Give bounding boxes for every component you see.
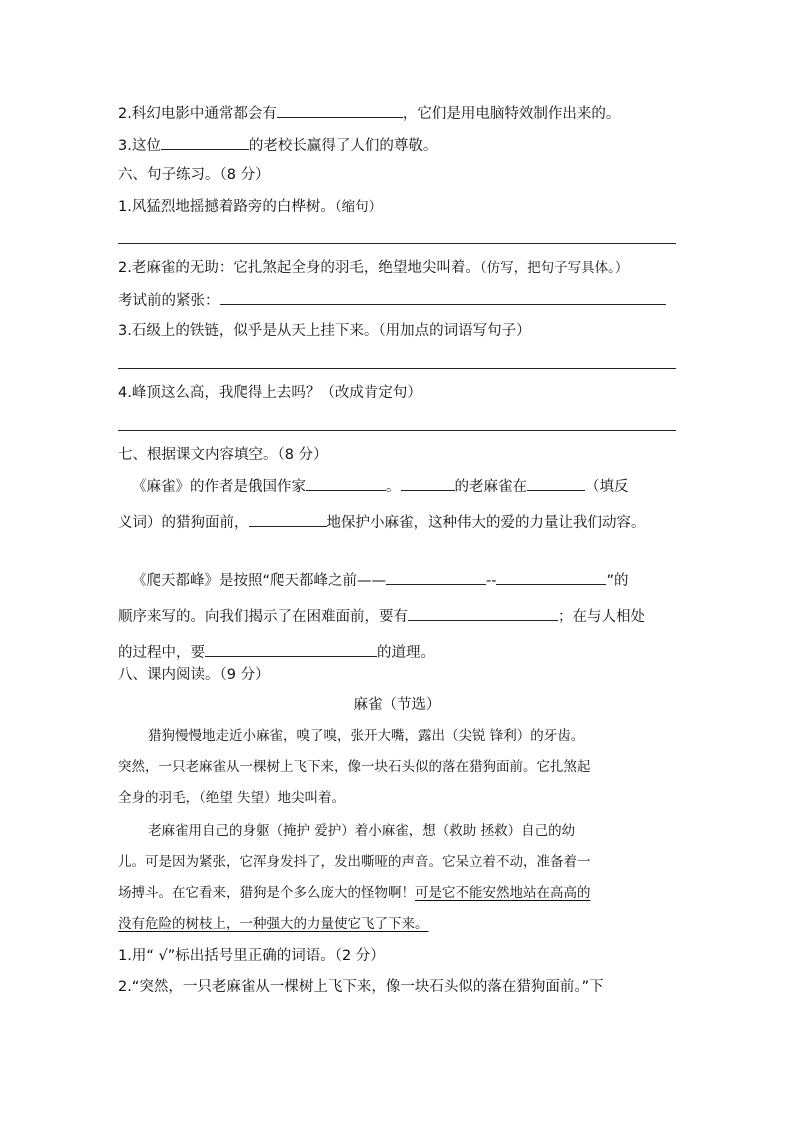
s7-p2-blank-3[interactable]: [408, 604, 558, 621]
s7-p1-blank-4[interactable]: [249, 510, 327, 527]
section6-heading: 六、句子练习。（8 分）: [118, 167, 270, 183]
s6-q2-blank[interactable]: [220, 288, 666, 305]
s6-q1: [118, 196, 382, 218]
s6-q1-text: 1.风猛烈地摇撼着路旁的白桦树。: [118, 199, 335, 215]
s7-p2-text-7: 的道理。: [377, 645, 435, 661]
passage-underlined-sentence: 可是它不能安然地站在高高的: [415, 885, 591, 901]
q5-item2-before: 2.科幻电影中通常都会有: [118, 106, 277, 122]
s6-q4-answer-line[interactable]: [118, 430, 676, 431]
q5-item2-after: ，它们是用电脑特效制作出来的。: [402, 106, 621, 122]
s7-p2-text-6: 的过程中，要: [118, 645, 205, 661]
s6-q2-note: （仿写，把句子写具体。）: [479, 260, 629, 276]
q5-item3-before: 3.这位: [118, 138, 161, 154]
s7-p1-text-2: 。: [386, 479, 401, 495]
s6-q3: 3.石级上的铁链，似乎是从天上挂下来。（用加点的词语写句子）: [118, 323, 531, 339]
passage-underlined-sentence-cont: 没有危险的树枝上，一种强大的力量使它飞了下来。: [118, 916, 429, 932]
passage-p1-line2: 突然，一只老麻雀从一棵树上飞下来，像一块石头似的落在猎狗面前。它扎煞起: [118, 759, 591, 775]
s7-paragraph-2: [118, 563, 678, 671]
s7-p2-blank-1[interactable]: [386, 568, 486, 585]
s7-p1-blank-2[interactable]: [401, 474, 455, 491]
s7-p1-blank-3[interactable]: [527, 474, 585, 491]
s7-paragraph-1: [118, 469, 678, 541]
s7-p2-blank-2[interactable]: [496, 568, 606, 585]
s6-q1-note: （缩句）: [334, 199, 383, 215]
s6-q2-prompt-line: [118, 288, 666, 312]
q5-item2: [118, 101, 620, 125]
s8-q1: 1.用“ √”标出括号里正确的词语。（2 分）: [118, 948, 385, 964]
q5-item3-blank[interactable]: [161, 133, 249, 150]
passage-p2-line1: 老麻雀用自己的身躯（掩护 爱护）着小麻雀，想（救助 拯救）自己的幼: [148, 823, 576, 839]
s7-p1-text-4: （填反: [585, 479, 629, 495]
s7-p1-text-1: 《麻雀》的作者是俄国作家: [132, 479, 306, 495]
section7-heading: 七、根据课文内容填空。（8 分）: [118, 447, 328, 463]
s7-p2-blank-4[interactable]: [205, 640, 377, 657]
passage-p1-line1: 猎狗慢慢地走近小麻雀，嗅了嗅，张开大嘴，露出（尖锐 锋利）的牙齿。: [148, 728, 585, 744]
s7-p1-text-3: 的老麻雀在: [454, 479, 527, 495]
q5-item2-blank[interactable]: [277, 101, 403, 118]
passage-p2-line4: [118, 913, 429, 935]
s6-q3-answer-line[interactable]: [118, 368, 676, 369]
s7-p2-text-1: 《爬天都峰》是按照“爬天都峰之前——: [132, 573, 387, 589]
passage-p2-line3: [118, 882, 591, 904]
s6-q2-text: 2.老麻雀的无助：它扎煞起全身的羽毛，绝望地尖叫着。: [118, 260, 480, 276]
s7-p1-text-6: 地保护小麻雀，这种伟大的爱的力量让我们动容。: [326, 515, 646, 531]
s8-q2: 2.“突然，一只老麻雀从一棵树上飞下来，像一块石头似的落在猎狗面前。”下: [118, 979, 604, 995]
s7-p2-text-5: ；在与人相处: [558, 609, 645, 625]
s7-p1-text-5: 义词）的猎狗面前，: [118, 515, 249, 531]
s7-p2-text-4: 顺序来写的。向我们揭示了在困难面前，要有: [118, 609, 408, 625]
q5-item3: [118, 133, 437, 157]
passage-title: 麻雀（节选）: [353, 697, 441, 713]
s7-p2-text-2: --: [486, 573, 497, 589]
s6-q1-answer-line[interactable]: [118, 243, 676, 244]
s7-p2-text-3: ”的: [606, 573, 629, 589]
s6-q4: 4.峰顶这么高，我爬得上去吗？（改成肯定句）: [118, 385, 422, 401]
s6-q2: [118, 257, 628, 279]
s7-p1-blank-author[interactable]: [306, 474, 386, 491]
s6-q2-prompt: 考试前的紧张：: [118, 293, 220, 309]
passage-p1-line3: 全身的羽毛，（绝望 失望）地尖叫着。: [118, 790, 346, 806]
passage-p2-line2: 儿。可是因为紧张，它浑身发抖了，发出嘶哑的声音。它呆立着不动，准备着一: [118, 854, 591, 870]
section8-heading: 八、课内阅读。（9 分）: [118, 667, 270, 683]
q5-item3-after: 的老校长赢得了人们的尊敬。: [248, 138, 438, 154]
passage-p2-line3-a: 场搏斗。在它看来，猎狗是个多么庞大的怪物啊！: [118, 885, 415, 901]
